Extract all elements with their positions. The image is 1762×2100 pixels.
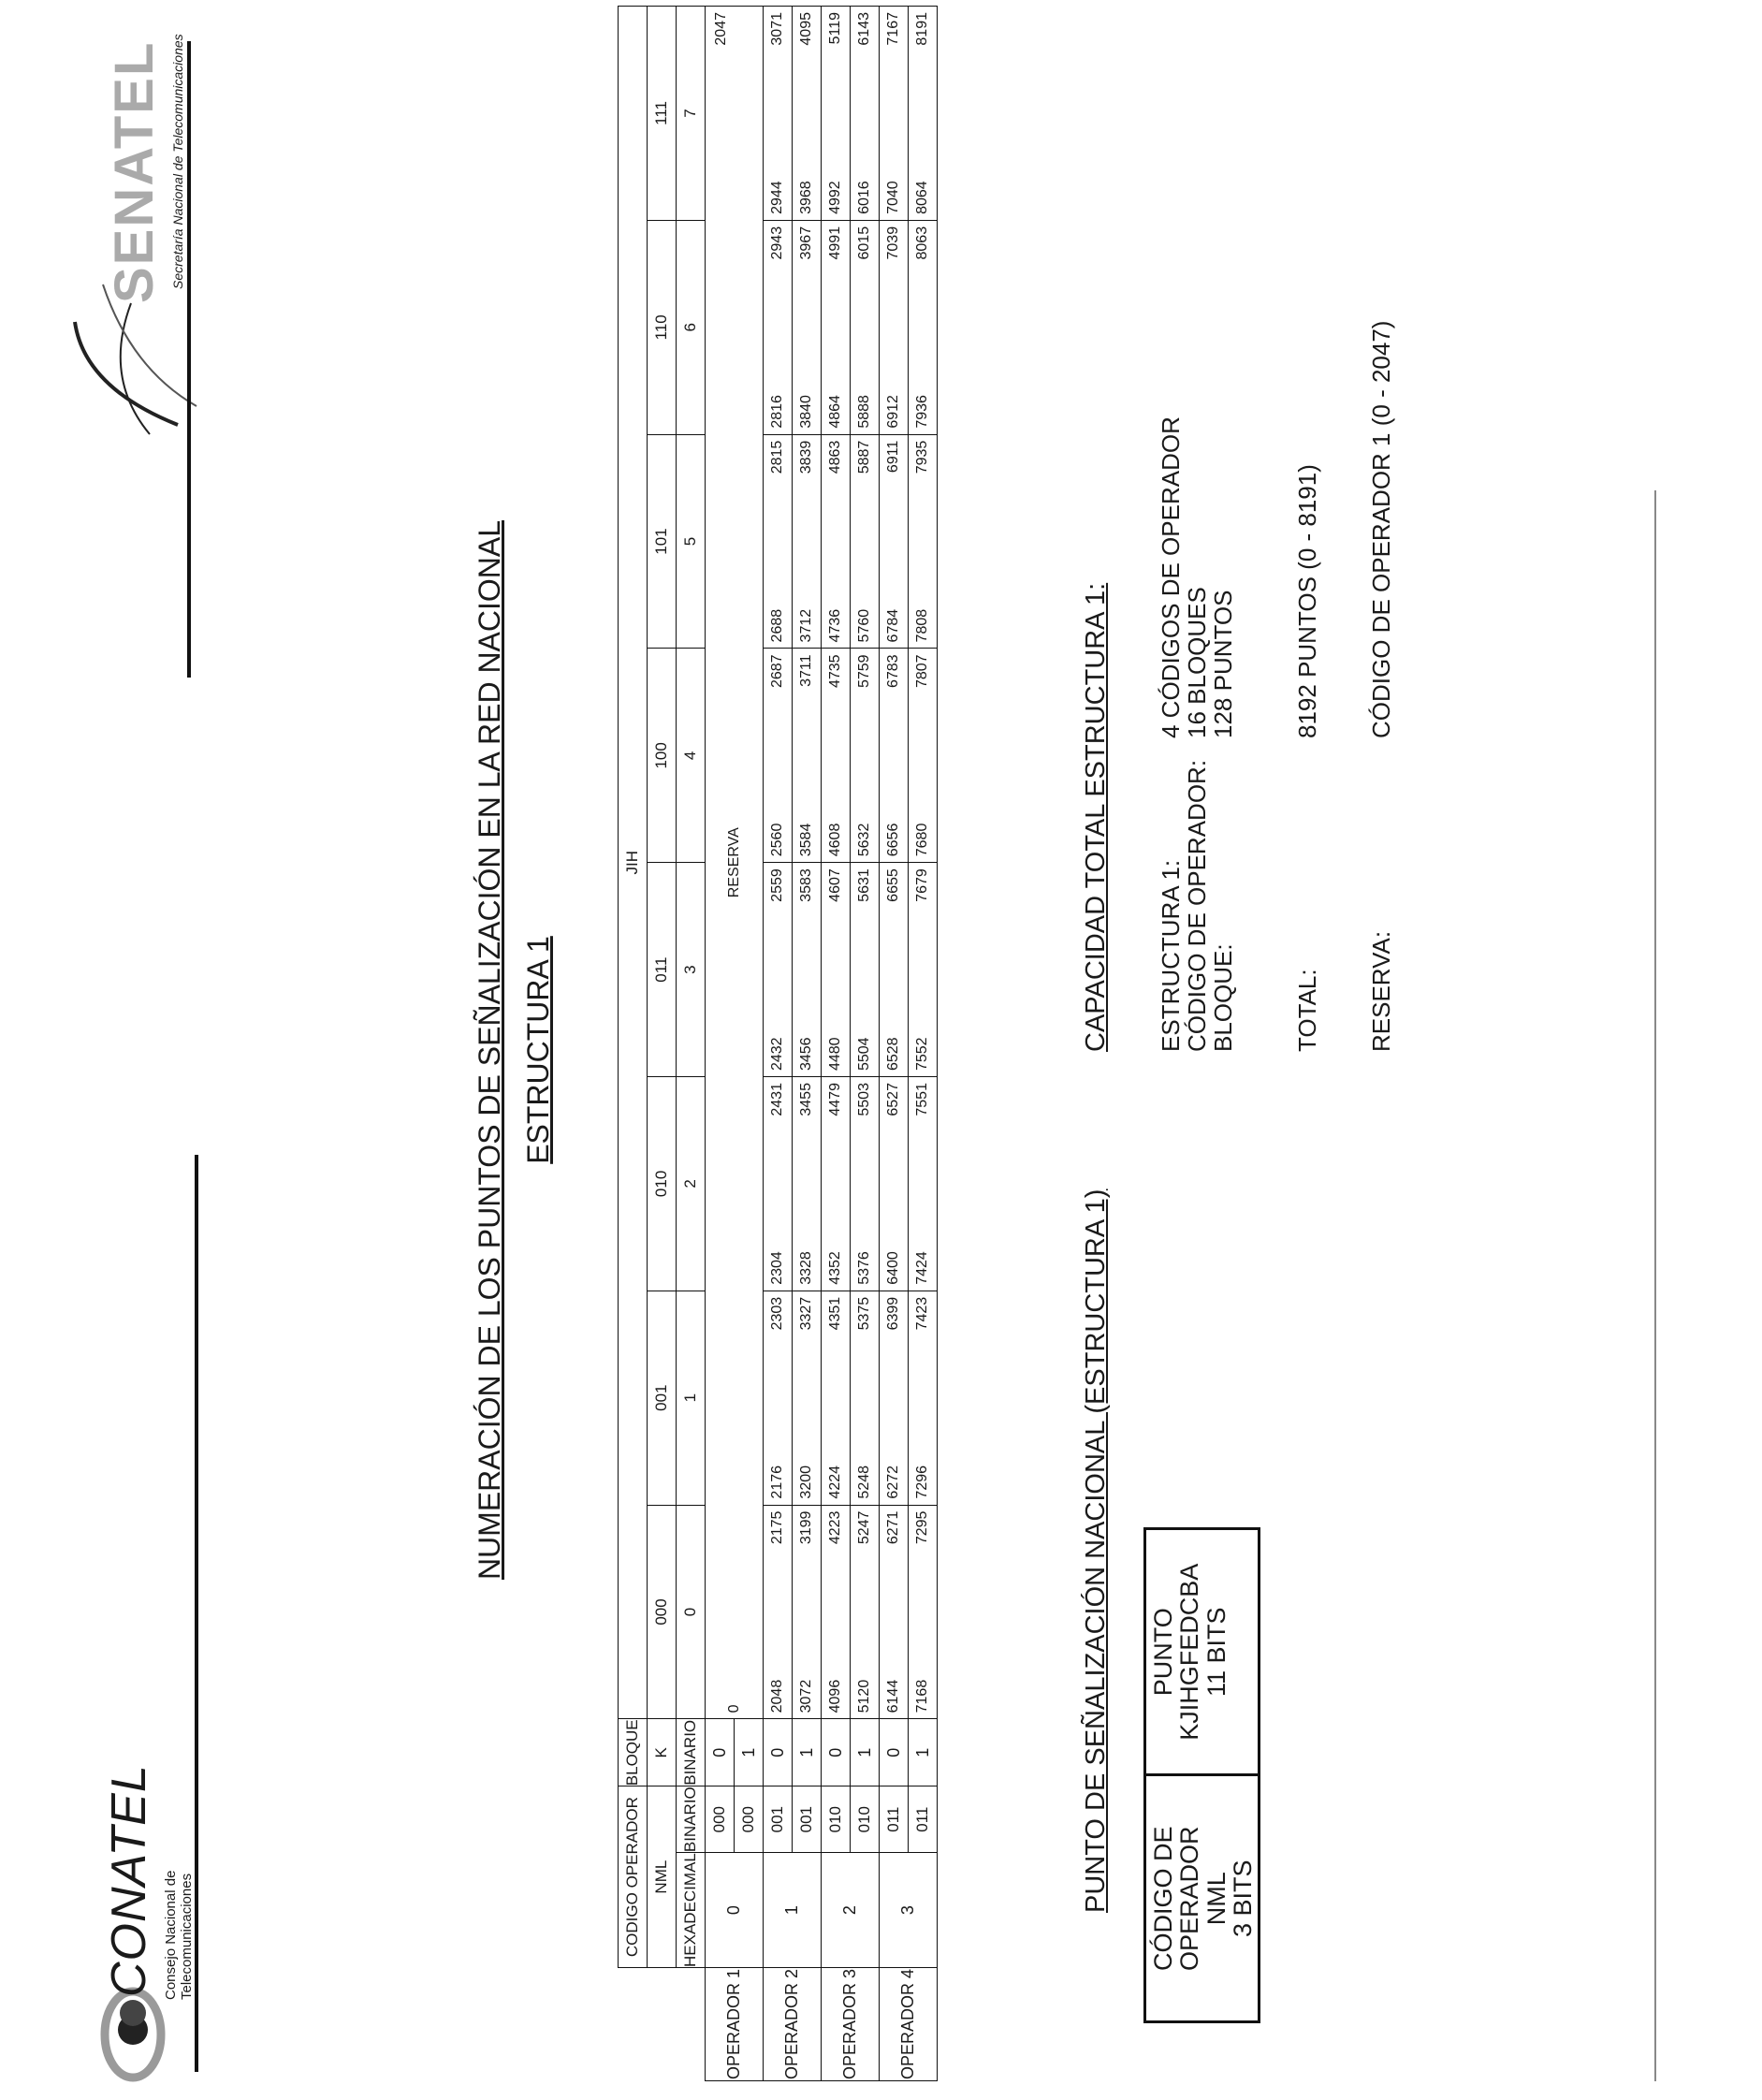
bin-cell: 001	[793, 1786, 822, 1853]
range-start-cell: 8064	[909, 113, 938, 220]
jih-bin-1: 001	[648, 1291, 677, 1505]
range-end-cell: 3071	[764, 7, 793, 114]
range-start-cell: 5248	[851, 1398, 880, 1505]
range-end-cell: 7807	[909, 649, 938, 755]
header-codigo-operador: CODIGO OPERADOR	[619, 1786, 648, 1968]
jih-label: JIH	[623, 850, 641, 875]
k-cell: 0	[880, 1719, 909, 1786]
k-cell: 0	[764, 1719, 793, 1786]
range-end-cell: 2431	[764, 1077, 793, 1184]
header-jih	[619, 7, 648, 1719]
range-end-cell: 3455	[793, 1077, 822, 1184]
range-start-cell: 7936	[909, 328, 938, 434]
numbering-table	[618, 6, 938, 2081]
header-nml: NML	[648, 1786, 677, 1968]
range-end-cell: 5375	[851, 1291, 880, 1397]
row-operador-1: OPERADOR 1	[706, 1968, 764, 2081]
bin-cell: 010	[851, 1786, 880, 1853]
codigo-label: CÓDIGO DE OPERADOR:	[1183, 759, 1211, 1052]
punto-bits: 11 BITS	[1201, 1607, 1230, 1698]
capacidad-heading: CAPACIDAD TOTAL ESTRUCTURA 1:	[1081, 582, 1111, 1052]
punto-heading: PUNTO DE SEÑALIZACIÓN NACIONAL (ESTRUCTURA 1)	[1081, 1189, 1111, 1913]
range-start-cell: 6400	[880, 1184, 909, 1291]
range-start-cell: 3328	[793, 1184, 822, 1291]
table-row	[706, 7, 735, 2081]
codigo-value: 16 BLOQUES	[1183, 587, 1211, 738]
row-operador-3: OPERADOR 3	[822, 1968, 880, 2081]
reserva-summary-label: RESERVA:	[1367, 930, 1395, 1052]
operator-code-bits: 3 BITS	[1229, 1859, 1258, 1938]
jih-dec-4: 4	[677, 649, 706, 863]
total-label: TOTAL:	[1293, 969, 1321, 1052]
range-end-cell: 4863	[822, 434, 851, 541]
range-end-cell: 7295	[909, 1505, 938, 1611]
bin-cell: 000	[735, 1786, 764, 1853]
table-row	[851, 7, 880, 2081]
range-end-cell: 5119	[822, 7, 851, 114]
range-end-cell: 4607	[822, 863, 851, 970]
range-end-cell: 3711	[793, 649, 822, 755]
reserva-label: RESERVA	[725, 827, 742, 898]
hex-cell: 1	[764, 1853, 822, 1968]
bloque-label: BLOQUE:	[1209, 943, 1237, 1052]
range-start-cell: 7296	[909, 1398, 938, 1505]
divider	[1654, 490, 1656, 2081]
reserva-block	[706, 7, 764, 1719]
range-start-cell: 3584	[793, 755, 822, 862]
header-rule-left	[195, 1155, 198, 2072]
jih-dec-2: 2	[677, 1077, 706, 1291]
jih-bin-0: 000	[648, 1505, 677, 1719]
bin-cell: 011	[880, 1786, 909, 1853]
header-binario-k: BINARIO	[677, 1719, 706, 1786]
row-operador-4: OPERADOR 4	[880, 1968, 938, 2081]
operator-code-title: CÓDIGO DE OPERADOR	[1149, 1826, 1204, 1972]
range-start-cell: 4224	[822, 1398, 851, 1505]
jih-dec-7: 7	[677, 7, 706, 221]
range-end-cell: 5887	[851, 434, 880, 541]
range-start-cell: 2688	[764, 542, 793, 649]
jih-bin-3: 011	[648, 863, 677, 1077]
page-title: NUMERACIÓN DE LOS PUNTOS DE SEÑALIZACIÓN EN LA RED NACIONAL	[473, 519, 506, 1581]
jih-bin-2: 010	[648, 1077, 677, 1291]
bin-cell: 010	[822, 1786, 851, 1853]
conatel-logo	[84, 1764, 195, 2086]
range-start-cell: 6912	[880, 328, 909, 434]
jih-dec-1: 1	[677, 1291, 706, 1505]
range-end-cell: 5503	[851, 1077, 880, 1184]
range-end-cell: 3327	[793, 1291, 822, 1397]
punto-bits-letters: KJIHGFEDCBA	[1175, 1563, 1204, 1741]
jih-dec-6: 6	[677, 220, 706, 434]
range-start-cell: 3968	[793, 113, 822, 220]
jih-bin-6: 110	[648, 220, 677, 434]
bloque-value: 128 PUNTOS	[1209, 590, 1237, 738]
range-start-cell: 2816	[764, 328, 793, 434]
header-hexadecimal: HEXADECIMAL	[677, 1853, 706, 1968]
range-start-cell: 4480	[822, 970, 851, 1076]
table-row	[822, 7, 851, 2081]
range-end-cell: 6783	[880, 649, 909, 755]
estructura-value: 4 CÓDIGOS DE OPERADOR	[1157, 416, 1185, 738]
page-subtitle: ESTRUCTURA 1	[521, 936, 555, 1164]
operator-code-cell	[1145, 1775, 1260, 2022]
range-end-cell: 7167	[880, 7, 909, 114]
range-end-cell: 6143	[851, 7, 880, 114]
header-binario: BINARIO	[677, 1786, 706, 1853]
range-end-cell: 4479	[822, 1077, 851, 1184]
range-end-cell: 4095	[793, 7, 822, 114]
range-start-cell: 4736	[822, 542, 851, 649]
range-start-cell: 7168	[909, 1611, 938, 1718]
senatel-subtitle: Secretaría Nacional de Telecomunicaciones	[170, 34, 185, 289]
range-end-cell: 6655	[880, 863, 909, 970]
jih-dec-0: 0	[677, 1505, 706, 1719]
reserva-end: 2047	[713, 12, 729, 46]
range-start-cell: 7808	[909, 542, 938, 649]
conatel-subtitle: Consejo Nacional de Telecomunicaciones	[163, 1870, 195, 2000]
operator-code-nml: NML	[1201, 1872, 1230, 1926]
range-end-cell: 6015	[851, 220, 880, 327]
corner-cell	[619, 1968, 706, 2081]
range-start-cell: 5632	[851, 755, 880, 862]
range-end-cell: 6527	[880, 1077, 909, 1184]
range-start-cell: 5120	[851, 1611, 880, 1718]
header-rule-right	[187, 41, 191, 678]
jih-bin-4: 100	[648, 649, 677, 863]
reserva-summary-value: CÓDIGO DE OPERADOR 1 (0 - 2047)	[1367, 320, 1395, 738]
k-cell: 1	[793, 1719, 822, 1786]
range-start-cell: 5504	[851, 970, 880, 1076]
range-start-cell: 3840	[793, 328, 822, 434]
conatel-wordmark: CONATEL	[102, 1764, 156, 1997]
range-start-cell: 2048	[764, 1611, 793, 1718]
range-start-cell: 6656	[880, 755, 909, 862]
range-start-cell: 2560	[764, 755, 793, 862]
range-end-cell: 8063	[909, 220, 938, 327]
range-end-cell: 3967	[793, 220, 822, 327]
range-start-cell: 6528	[880, 970, 909, 1076]
table-row	[764, 7, 793, 2081]
range-start-cell: 3712	[793, 542, 822, 649]
range-start-cell: 7680	[909, 755, 938, 862]
range-end-cell: 4991	[822, 220, 851, 327]
range-start-cell: 3072	[793, 1611, 822, 1718]
range-start-cell: 2176	[764, 1398, 793, 1505]
range-start-cell: 7552	[909, 970, 938, 1076]
range-start-cell: 6144	[880, 1611, 909, 1718]
jih-dec-3: 3	[677, 863, 706, 1077]
range-end-cell: 2559	[764, 863, 793, 970]
range-start-cell: 6272	[880, 1398, 909, 1505]
range-start-cell: 6016	[851, 113, 880, 220]
range-end-cell: 7039	[880, 220, 909, 327]
bits-table	[1143, 1527, 1260, 2023]
range-start-cell: 7040	[880, 113, 909, 220]
range-end-cell: 2175	[764, 1505, 793, 1611]
range-start-cell: 5760	[851, 542, 880, 649]
k-cell: 0	[706, 1719, 735, 1786]
range-end-cell: 2303	[764, 1291, 793, 1397]
k-cell: 1	[851, 1719, 880, 1786]
range-end-cell: 6911	[880, 434, 909, 541]
table-row	[880, 7, 909, 2081]
row-operador-2: OPERADOR 2	[764, 1968, 822, 2081]
header-bloque: BLOQUE	[619, 1719, 648, 1786]
range-end-cell: 3583	[793, 863, 822, 970]
range-start-cell: 4992	[822, 113, 851, 220]
range-end-cell: 2815	[764, 434, 793, 541]
hex-cell: 0	[706, 1853, 764, 1968]
range-end-cell: 3199	[793, 1505, 822, 1611]
range-end-cell: 3839	[793, 434, 822, 541]
hex-cell: 3	[880, 1853, 938, 1968]
range-start-cell: 3200	[793, 1398, 822, 1505]
table-row	[793, 7, 822, 2081]
punto-cell	[1145, 1529, 1260, 1776]
total-value: 8192 PUNTOS (0 - 8191)	[1293, 464, 1321, 738]
range-end-cell: 2687	[764, 649, 793, 755]
range-end-cell: 5631	[851, 863, 880, 970]
range-start-cell: 2944	[764, 113, 793, 220]
table-row	[909, 7, 938, 2081]
range-start-cell: 5888	[851, 328, 880, 434]
senatel-wordmark: SENATEL	[104, 40, 165, 303]
range-end-cell: 7551	[909, 1077, 938, 1184]
header-k: K	[648, 1719, 677, 1786]
range-end-cell: 6271	[880, 1505, 909, 1611]
senatel-logo	[66, 13, 206, 444]
range-end-cell: 5759	[851, 649, 880, 755]
range-end-cell: 4223	[822, 1505, 851, 1611]
range-end-cell: 2943	[764, 220, 793, 327]
range-end-cell: 7423	[909, 1291, 938, 1397]
bin-cell: 000	[706, 1786, 735, 1853]
jih-bin-5: 101	[648, 434, 677, 649]
range-end-cell: 4351	[822, 1291, 851, 1397]
k-cell: 0	[822, 1719, 851, 1786]
range-end-cell: 6399	[880, 1291, 909, 1397]
range-end-cell: 7935	[909, 434, 938, 541]
jih-bin-7: 111	[648, 7, 677, 221]
range-start-cell: 4352	[822, 1184, 851, 1291]
punto-title: PUNTO	[1149, 1608, 1177, 1697]
bin-cell: 011	[909, 1786, 938, 1853]
range-start-cell: 2304	[764, 1184, 793, 1291]
range-start-cell: 4608	[822, 755, 851, 862]
range-start-cell: 3456	[793, 970, 822, 1076]
range-start-cell: 5376	[851, 1184, 880, 1291]
range-start-cell: 2432	[764, 970, 793, 1076]
range-end-cell: 5247	[851, 1505, 880, 1611]
range-start-cell: 7424	[909, 1184, 938, 1291]
range-start-cell: 4096	[822, 1611, 851, 1718]
range-start-cell: 6784	[880, 542, 909, 649]
range-end-cell: 7679	[909, 863, 938, 970]
k-cell: 1	[909, 1719, 938, 1786]
hex-cell: 2	[822, 1853, 880, 1968]
bin-cell: 001	[764, 1786, 793, 1853]
range-start-cell: 4864	[822, 328, 851, 434]
estructura-label: ESTRUCTURA 1:	[1157, 859, 1185, 1052]
range-end-cell: 4735	[822, 649, 851, 755]
reserva-start: 0	[725, 1704, 742, 1714]
range-end-cell: 8191	[909, 7, 938, 114]
k-cell: 1	[735, 1719, 764, 1786]
jih-dec-5: 5	[677, 434, 706, 649]
